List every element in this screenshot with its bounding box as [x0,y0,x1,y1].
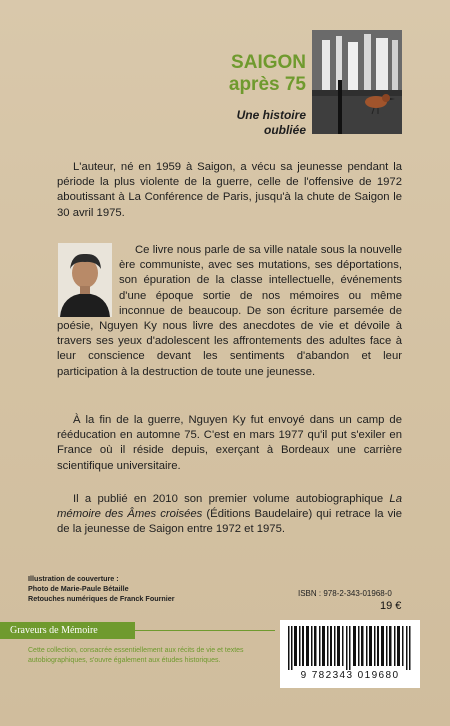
paragraph-book-content [57,243,402,380]
title-line-1: SAIGON [231,52,306,73]
subtitle-line-2: oubliée [263,123,306,137]
price-label: 19 € [380,600,402,612]
paragraph-1-text: L'auteur, né en 1959 à Saigon, a vécu sa jeunesse pendant la période la plus violente de la guerre, celle de l'offensive de 1972 aboutissant à La Conférence de Paris, jusqu'à la chute de Saigon le 30 avril 1975. [57,161,402,219]
paragraph-4-text-start: Il a publié en 2010 son premier volume autobiographique [73,493,390,505]
series-divider [135,630,275,631]
credits-line-1: Illustration de couverture : [28,574,119,583]
paragraph-3-text: À la fin de la guerre, Nguyen Ky fut envoyé dans un camp de rééducation en automne 75. C'est en mars 1977 qu'il put s'exiler en France où il réside depuis, exerçant à Bordeaux une carrière scientifique universitaire. [57,414,402,472]
credits-line-2: Photo de Marie-Paule Bétaille [28,584,129,593]
paragraph-4-text-end: (Éditions Baudelaire) qui retrace la vie de la jeunesse de Saigon entre 1972 et 1975. [57,508,403,536]
cover-illustration-image [312,30,402,134]
paragraph-first-volume [57,492,402,538]
paragraph-exile [57,413,402,474]
subtitle-line-1: Une histoire [236,108,306,122]
credits-line-3: Retouches numériques de Franck Fournier [28,594,175,603]
barcode [280,620,420,688]
isbn-number: ISBN : 978-2-343-01968-0 [298,589,392,598]
paragraph-2-text: Ce livre nous parle de sa ville natale sous la nouvelle ère communiste, avec ses mutations, ses déportations, son épuration de la classe intellectuelle, événements d'une époque sortie de nos mémoires ou même inconnue de beaucoup. De son écriture parsemée de poésie, Nguyen Ky nous livre des anecdotes de vie et dévoile à travers ses yeux d'adolescent les affrontements des adultes face à leur conscience devant les sentiments d'abandon et leur participation à la destruction de toute une jeunesse. [57,244,402,378]
book-subtitle [190,108,306,138]
series-name-banner: Graveurs de Mémoire [0,622,135,639]
series-description: Cette collection, consacrée essentiellement aux récits de vie et textes autobiographiques, s'ouvre également aux études historiques. [28,647,244,664]
bird-on-wall-illustration [312,30,402,134]
barcode-bars [288,626,412,670]
title-line-2: après 75 [228,74,306,95]
book-title [190,52,306,96]
cover-credits [28,574,248,604]
first-volume-title: La mémoire des Âmes croisées [57,493,402,521]
barcode-digits: 9 782343 019680 [300,670,400,681]
paragraph-author-intro [57,160,402,221]
